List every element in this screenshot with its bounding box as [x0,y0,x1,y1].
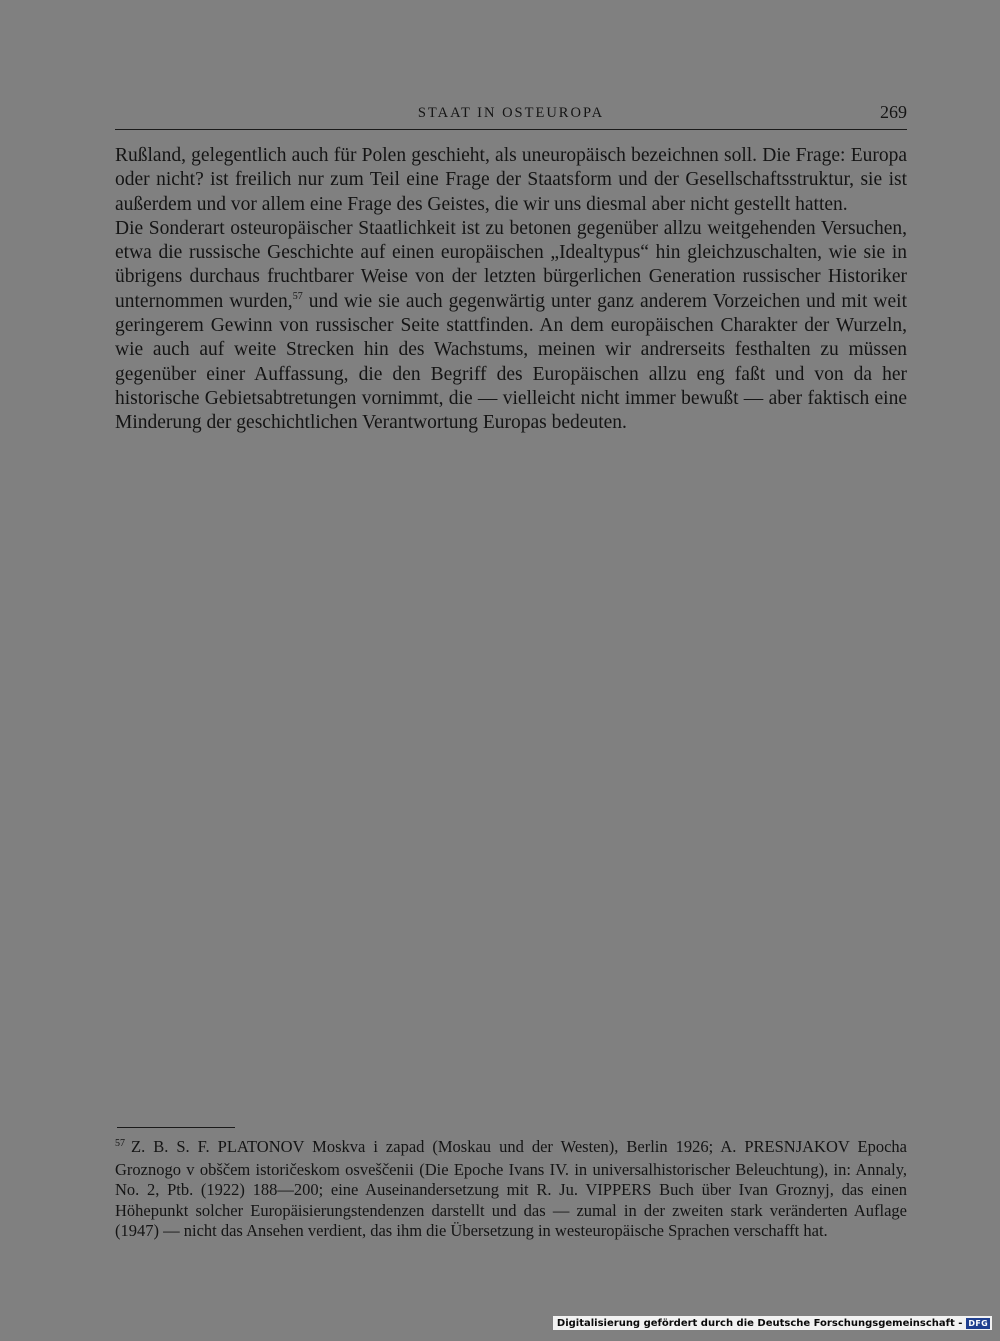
page-number: 269 [880,102,907,122]
footnote-divider [117,1127,235,1128]
paragraph-text: Die Sonderart osteuropäischer Staatlichkeit ist zu betonen gegenüber allzu weitgehenden Versuchen, etwa die russische Geschichte auf einen europäischen „Idealtypus“ hin gleichzuschalten, wie sie in übrigens durchaus fruchtbarer Weise von der letzten bürgerlichen Generation russischer Historiker unternommen wurden, [115,217,907,312]
footnote-body: Z. B. S. F. PLATONOV Moskva i zapad (Moskau und der Westen), Berlin 1926; A. PRESNJAKOV Epocha Groznogo v obščem istoričeskom osveščenii (Die Epoche Ivans IV. in universalhistorischer Beleuchtung), in: Annaly, No. 2, Ptb. (1922) 188—200; eine Auseinandersetzung mit R. Ju. VIPPERS Buch über Ivan Groznyj, das einen Höhepunkt solcher Europäisierungstendenzen darstellt und das — zumal in der zweiten stark veränderten Auflage (1947) — nicht das Ansehen verdient, das ihm die Übersetzung in westeuropäische Sprachen verschafft hat. [115,1137,907,1240]
footnote-number: 57 [115,1138,125,1149]
main-text [115,144,907,436]
banner-text: Digitalisierung gefördert durch die Deutsche Forschungsgemeinschaft - [556,1317,963,1329]
digitization-banner [553,1316,992,1330]
paragraph-text: und wie sie auch gegenwärtig unter ganz anderem Vorzeichen und mit weit geringerem Gewinn von russischer Seite stattfinden. An dem europäischen Charakter der Wurzeln, wie auch auf weite Strecken hin des Wachstums, meinen wir andrerseits festhalten zu müssen gegenüber einer Auffassung, die den Begriff des Europäischen allzu eng faßt und von da her historische Gebietsabtretungen vornimmt, die — vielleicht nicht immer bewußt — aber faktisch eine Minderung der geschichtlichen Verantwortung Europas bedeuten. [115,290,907,434]
running-head-title: STAAT IN OSTEUROPA [417,105,605,121]
footnote-text [115,1137,907,1241]
dfg-logo-icon: DFG [968,1318,988,1328]
paragraph [115,217,907,436]
footnote [115,1137,907,1241]
running-header [115,101,907,130]
paragraph: Rußland, gelegentlich auch für Polen geschieht, als uneuropäisch bezeichnen soll. Die Frage: Europa oder nicht? ist freilich nur zum Teil eine Frage der Staatsform und der Gesellschaftsstruktur, sie ist außerdem und vor allem eine Frage des Geistes, die wir uns diesmal aber nicht gestellt hatten. [115,145,907,215]
footnote-reference[interactable]: 57 [292,290,303,302]
